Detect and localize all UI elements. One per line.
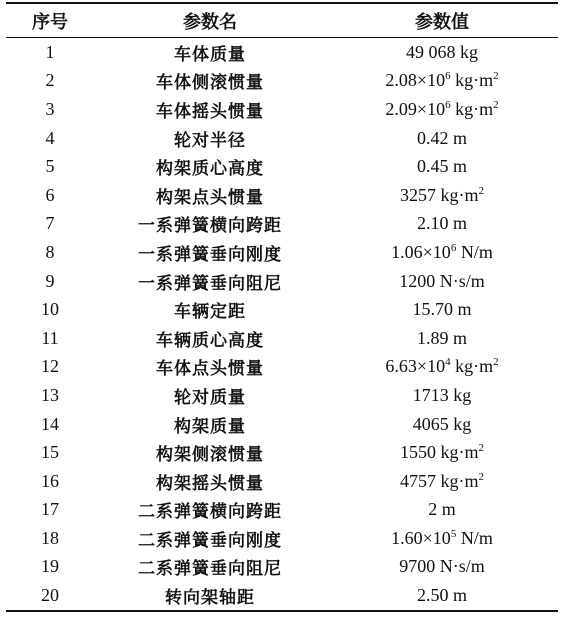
- table-row: [6, 353, 558, 382]
- value-main: 2.09×10: [385, 98, 446, 119]
- parameter-value: [326, 496, 558, 525]
- parameter-value: [326, 581, 558, 611]
- table-row: [6, 210, 558, 239]
- value-exponent: 2: [478, 184, 484, 197]
- parameter-name: 轮对质量: [174, 387, 246, 408]
- value-main: 1713 kg: [412, 384, 472, 405]
- parameter-value: [326, 353, 558, 382]
- value-main: 0.45 m: [416, 156, 467, 177]
- value-main: 2.50 m: [416, 585, 467, 606]
- value-main: 3257 kg·m: [400, 184, 479, 205]
- value-unit: kg·m: [450, 98, 494, 119]
- value-main: 1550 kg·m: [400, 442, 479, 463]
- value-exponent: 2: [478, 470, 484, 483]
- table-row: [6, 524, 558, 553]
- row-index: 12: [41, 356, 59, 377]
- parameter-name: 构架侧滚惯量: [156, 445, 264, 466]
- parameter-value: [326, 95, 558, 124]
- row-index: 18: [41, 527, 59, 548]
- table-row: [6, 324, 558, 353]
- row-index: 6: [45, 184, 55, 205]
- table-row: [6, 238, 558, 267]
- parameter-value: [326, 324, 558, 353]
- row-index: 15: [41, 442, 59, 463]
- row-index: 10: [41, 299, 59, 320]
- table-row: [6, 267, 558, 296]
- table-row: [6, 438, 558, 467]
- row-index: 8: [45, 241, 55, 262]
- row-index: 17: [41, 499, 59, 520]
- parameter-value: [326, 295, 558, 324]
- row-index: 16: [41, 470, 59, 491]
- table-row: [6, 581, 558, 611]
- parameter-name: 一系弹簧横向跨距: [138, 216, 282, 237]
- table-row: [6, 67, 558, 96]
- parameter-value: [326, 238, 558, 267]
- parameter-value: [326, 467, 558, 496]
- parameter-value: [326, 67, 558, 96]
- row-index: 1: [45, 41, 55, 62]
- parameter-name: 一系弹簧垂向刚度: [138, 244, 282, 265]
- value-main: 2.08×10: [385, 70, 446, 91]
- parameter-name: 轮对半径: [174, 130, 246, 151]
- row-index: 5: [45, 156, 55, 177]
- parameter-value: [326, 181, 558, 210]
- value-exponent: 4: [445, 356, 451, 369]
- parameter-name: 车体点头惯量: [156, 359, 264, 380]
- parameter-name: 车辆质心高度: [156, 330, 264, 351]
- parameter-value: [326, 152, 558, 181]
- row-index: 9: [45, 270, 55, 291]
- value-exponent: 5: [450, 527, 457, 540]
- value-main: 9700 N·s/m: [399, 556, 485, 577]
- table-header: [6, 3, 558, 38]
- parameter-value: [326, 267, 558, 296]
- row-index: 7: [45, 213, 55, 234]
- table-row: [6, 467, 558, 496]
- parameter-name: 车辆定距: [174, 302, 246, 323]
- header-name: 参数名: [183, 11, 237, 33]
- parameter-name: 构架点头惯量: [156, 187, 264, 208]
- value-unit: kg·m: [450, 70, 494, 91]
- value-main: 2.10 m: [416, 213, 467, 234]
- parameter-value: [326, 381, 558, 410]
- value-main: 6.63×10: [385, 356, 446, 377]
- parameter-name: 车体侧滚惯量: [156, 73, 264, 94]
- table-body: [6, 38, 558, 611]
- parameter-name: 构架质量: [174, 416, 246, 437]
- row-index: 14: [41, 413, 59, 434]
- parameter-name: 二系弹簧横向跨距: [138, 502, 282, 523]
- parameter-name: 车体质量: [174, 44, 246, 65]
- value-exponent: 6: [445, 98, 451, 111]
- parameter-value: [326, 438, 558, 467]
- value-main: 1.60×10: [391, 527, 451, 548]
- value-exponent: 6: [445, 70, 451, 83]
- value-main: 4757 kg·m: [400, 470, 479, 491]
- parameter-name: 二系弹簧垂向阻尼: [138, 559, 282, 580]
- row-index: 13: [41, 384, 59, 405]
- value-main: 4065 kg: [412, 413, 472, 434]
- table-row: [6, 95, 558, 124]
- parameter-table: [6, 2, 558, 612]
- value-main: 0.42 m: [416, 127, 467, 148]
- unit-exponent: 2: [493, 98, 499, 111]
- unit-exponent: 2: [493, 70, 499, 83]
- value-exponent: 2: [478, 442, 484, 455]
- value-unit: kg·m: [450, 356, 494, 377]
- parameter-name: 构架质心高度: [156, 159, 264, 180]
- table-row: [6, 152, 558, 181]
- table-row: [6, 124, 558, 153]
- header-value: 参数值: [415, 11, 469, 33]
- table-row: [6, 38, 558, 67]
- row-index: 19: [41, 556, 59, 577]
- parameter-value: [326, 410, 558, 439]
- parameter-name: 二系弹簧垂向刚度: [138, 530, 282, 551]
- value-unit: N/m: [456, 527, 493, 548]
- parameter-value: [326, 210, 558, 239]
- parameter-name: 构架摇头惯量: [156, 473, 264, 494]
- parameter-value: [326, 124, 558, 153]
- row-index: 3: [45, 98, 55, 119]
- table-row: [6, 381, 558, 410]
- parameter-name: 转向架轴距: [165, 588, 255, 609]
- parameter-name: 车体摇头惯量: [156, 101, 264, 122]
- parameter-name: 一系弹簧垂向阻尼: [138, 273, 282, 294]
- parameter-table-container: [6, 2, 558, 612]
- value-exponent: 6: [450, 241, 457, 254]
- parameter-value: [326, 38, 558, 67]
- value-main: 2 m: [428, 499, 456, 520]
- table-row: [6, 181, 558, 210]
- table-row: [6, 553, 558, 582]
- value-main: 1.89 m: [416, 327, 467, 348]
- row-index: 4: [45, 127, 55, 148]
- value-main: 49 068 kg: [406, 41, 478, 62]
- value-unit: N/m: [456, 241, 493, 262]
- header-row: [6, 3, 558, 38]
- parameter-value: [326, 524, 558, 553]
- table-row: [6, 295, 558, 324]
- parameter-value: [326, 553, 558, 582]
- value-main: 1.06×10: [391, 241, 451, 262]
- table-row: [6, 496, 558, 525]
- table-row: [6, 410, 558, 439]
- row-index: 11: [41, 327, 59, 348]
- row-index: 2: [45, 70, 55, 91]
- header-index: 序号: [32, 11, 68, 33]
- unit-exponent: 2: [493, 356, 499, 369]
- row-index: 20: [41, 585, 59, 606]
- value-main: 1200 N·s/m: [399, 270, 485, 291]
- value-main: 15.70 m: [412, 299, 472, 320]
